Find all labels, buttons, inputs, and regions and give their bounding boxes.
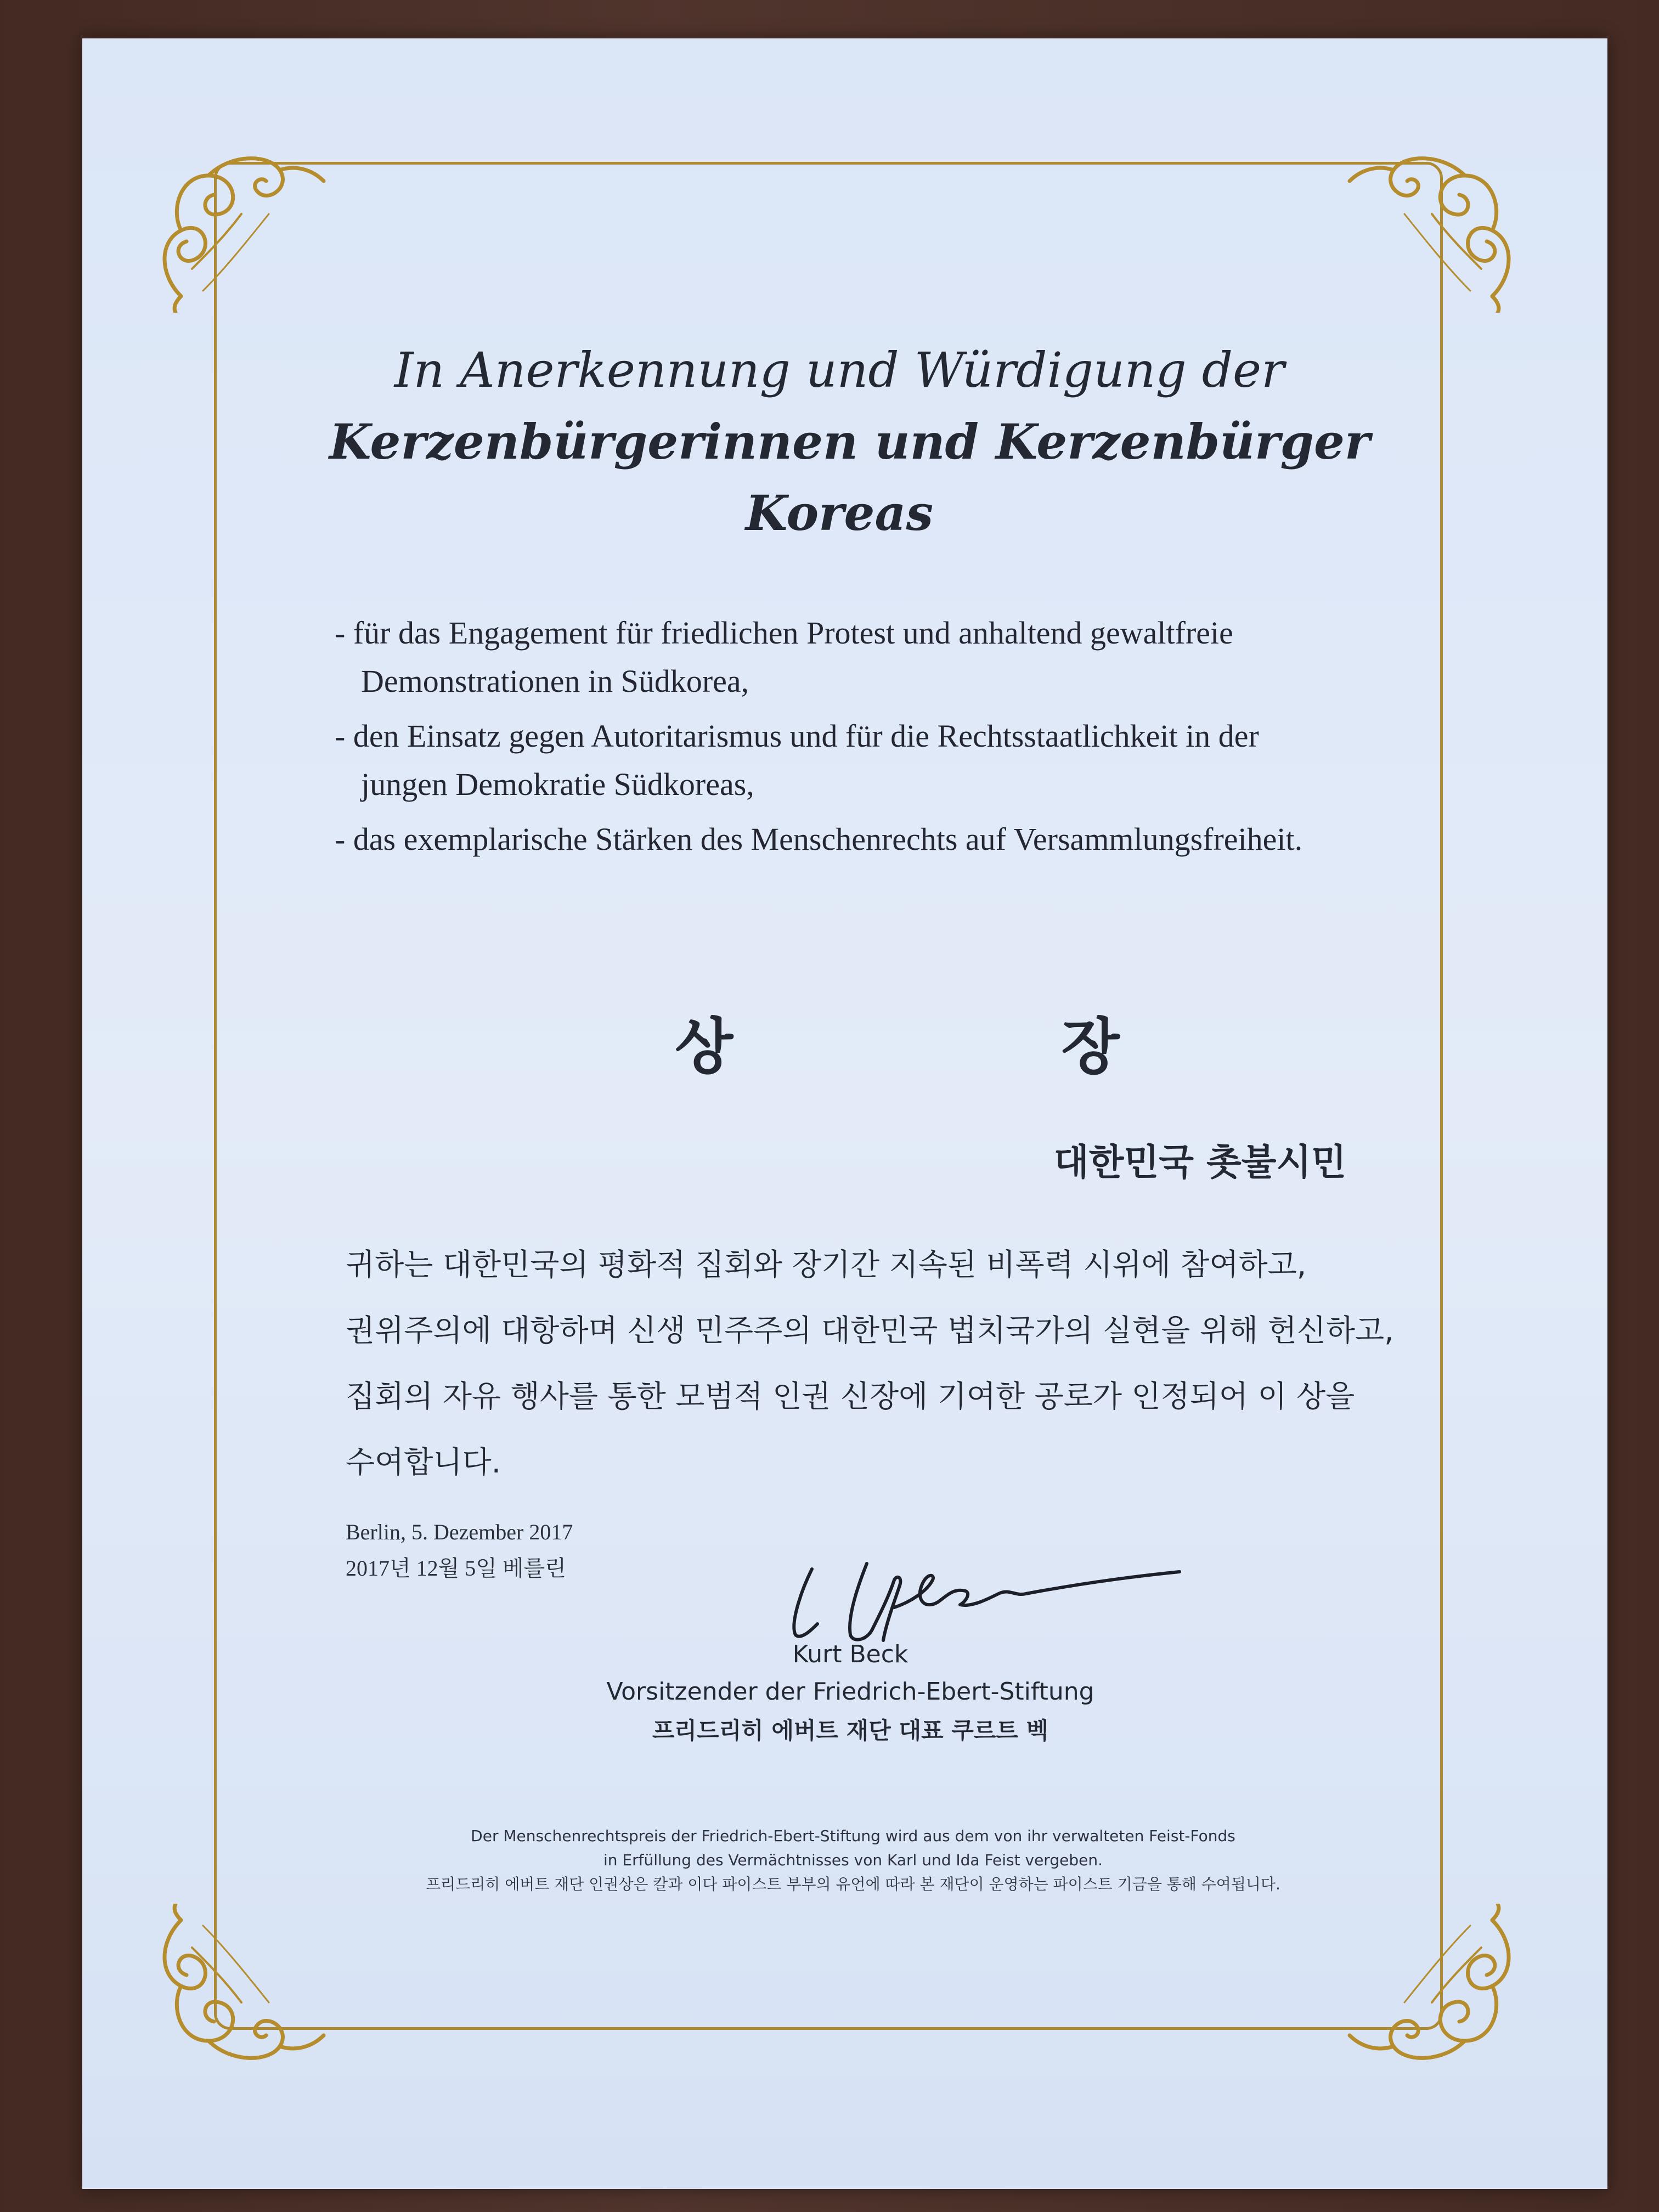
korean-body-line: 귀하는 대한민국의 평화적 집회와 장기간 지속된 비폭력 시위에 참여하고, xyxy=(346,1247,1307,1282)
gold-flourish-corner-icon xyxy=(1344,1904,1525,2085)
gold-flourish-corner-icon xyxy=(148,1904,329,2085)
footer-line: in Erfüllung des Vermächtnisses von Karl und Ida Feist vergeben. xyxy=(603,1851,1103,1869)
title-line-2: Kerzenbürgerinnen und Kerzenbürger xyxy=(329,413,1370,470)
gold-flourish-corner-icon xyxy=(1344,132,1525,313)
bullet-line: Demonstrationen in Südkorea, xyxy=(361,663,749,699)
certificate-title xyxy=(329,335,1370,549)
korean-body-line: 수여합니다. xyxy=(346,1444,501,1480)
bullet-line: jungen Demokratie Südkoreas, xyxy=(361,766,754,802)
bullet-line: - den Einsatz gegen Autoritarismus und für die Rechtsstaatlichkeit in der xyxy=(335,718,1259,754)
citation-bullet xyxy=(335,609,1377,706)
signature-icon xyxy=(785,1547,1185,1646)
footer-line: Der Menschenrechtspreis der Friedrich-Ebert-Stiftung wird aus dem von ihr verwalteten Feist-Fonds xyxy=(471,1827,1235,1845)
citation-bullet xyxy=(335,815,1377,864)
bullet-line: - das exemplarische Stärken des Menschenrechts auf Versammlungsfreiheit. xyxy=(335,821,1303,857)
gold-flourish-corner-icon xyxy=(148,132,329,313)
signatory-block xyxy=(549,1638,1152,1750)
footer-note xyxy=(362,1824,1344,1897)
title-line-1: In Anerkennung und Würdigung der xyxy=(394,342,1285,398)
korean-body-line: 집회의 자유 행사를 통한 모범적 인권 신장에 기여한 공로가 인정되어 이 상을 xyxy=(346,1379,1355,1414)
date-korean: 2017년 12월 5일 베를린 xyxy=(346,1556,566,1581)
signer-name: Kurt Beck xyxy=(792,1640,909,1668)
signer-role: Vorsitzender der Friedrich-Ebert-Stiftung xyxy=(606,1678,1094,1706)
citation-bullet xyxy=(335,712,1377,809)
korean-award-title: 상 장 xyxy=(675,1012,1273,1082)
citation-bullet-list xyxy=(335,609,1377,870)
korean-body-line: 권위주의에 대항하며 신생 민주주의 대한민국 법치국가의 실현을 위해 헌신하고, xyxy=(346,1313,1394,1348)
footer-line: 프리드리히 에버트 재단 인권상은 칼과 이다 파이스트 부부의 유언에 따라 본 재단이 운영하는 파이스트 기금을 통해 수여됩니다. xyxy=(426,1875,1280,1893)
bullet-line: - für das Engagement für friedlichen Protest und anhaltend gewaltfreie xyxy=(335,615,1233,651)
korean-recipient: 대한민국 촛불시민 xyxy=(1053,1141,1346,1183)
date-block xyxy=(346,1514,573,1587)
date-german: Berlin, 5. Dezember 2017 xyxy=(346,1520,573,1544)
title-line-3: Koreas xyxy=(745,484,934,541)
korean-citation-body xyxy=(346,1232,1394,1495)
signer-role-korean: 프리드리히 에버트 재단 대표 쿠르트 벡 xyxy=(652,1717,1049,1744)
